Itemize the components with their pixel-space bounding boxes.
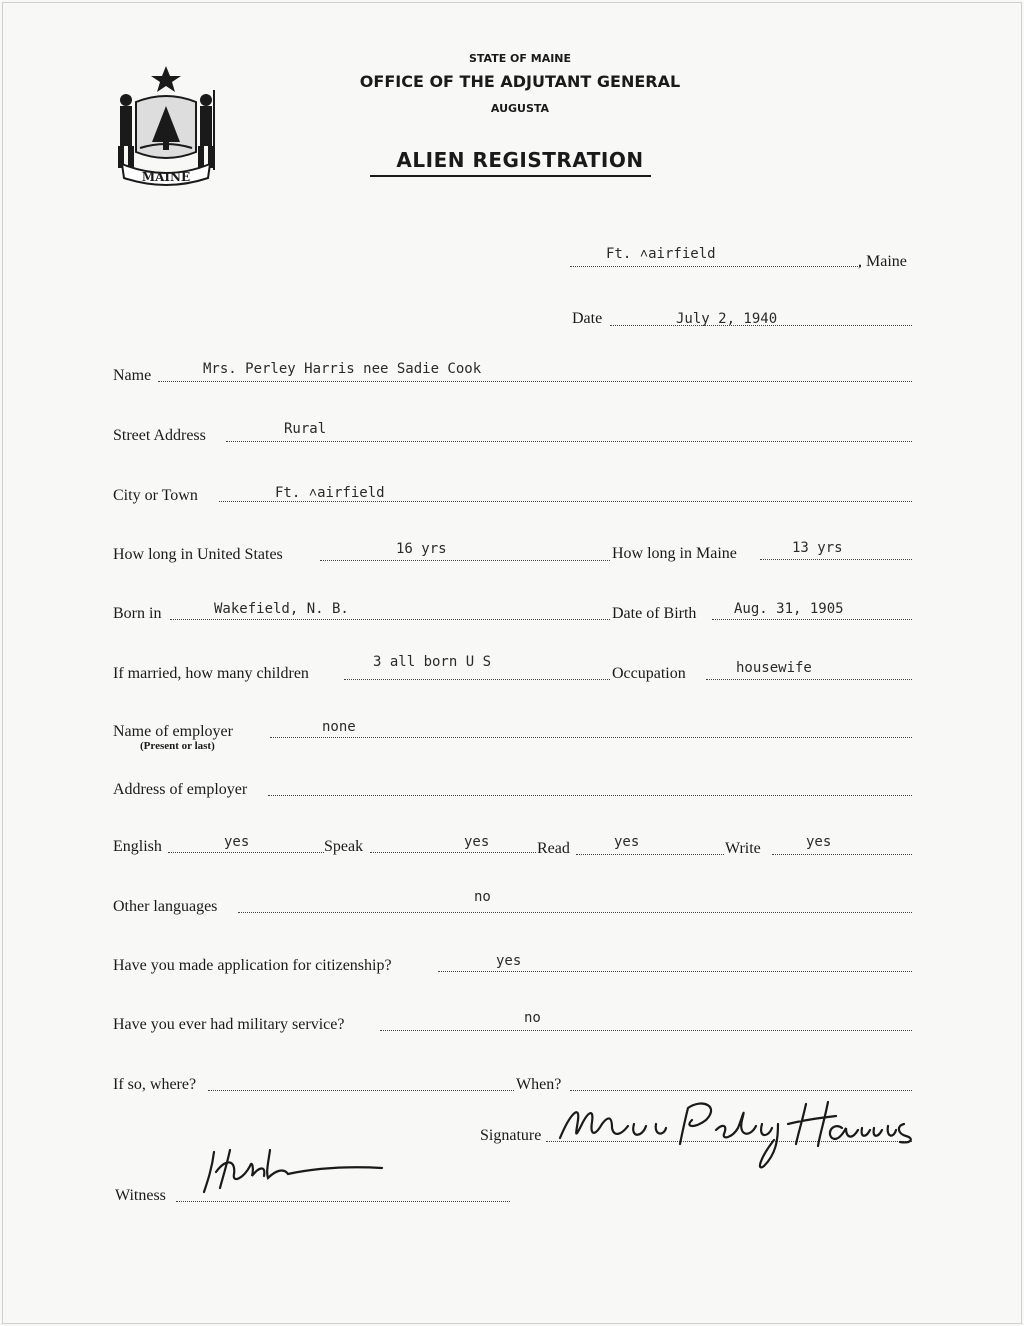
born-value: Wakefield, N. B. — [214, 601, 349, 617]
title-underline — [370, 175, 651, 177]
maine-line — [760, 559, 912, 560]
english-value: yes — [224, 834, 250, 850]
witness-label: Witness — [115, 1187, 166, 1204]
city-value: Ft. ˄airfield — [275, 485, 385, 501]
english-line — [168, 852, 324, 853]
occupation-line — [706, 679, 912, 680]
employer-line — [270, 737, 912, 738]
where-line — [208, 1090, 514, 1091]
us-line — [320, 560, 610, 561]
dob-value: Aug. 31, 1905 — [734, 601, 844, 617]
employer-label: Name of employer — [113, 723, 233, 740]
where-label: If so, where? — [113, 1076, 197, 1093]
write-line — [772, 854, 912, 855]
witness-line — [176, 1201, 510, 1202]
maine-state-seal — [108, 60, 224, 192]
when-label: When? — [516, 1076, 562, 1093]
other-languages-value: no — [474, 889, 491, 905]
speak-label: Speak — [324, 838, 364, 855]
employer-address-label: Address of employer — [113, 781, 248, 798]
born-line — [170, 619, 610, 620]
citizenship-value: yes — [496, 953, 522, 969]
when-line — [570, 1090, 912, 1091]
us-label: How long in United States — [113, 546, 283, 563]
citizenship-line — [438, 971, 912, 972]
us-value: 16 yrs — [396, 541, 447, 557]
children-label: If married, how many children — [113, 665, 309, 682]
speak-value: yes — [464, 834, 490, 850]
city-label: City or Town — [113, 487, 198, 504]
handwritten-signature — [556, 1094, 940, 1174]
write-label: Write — [725, 840, 761, 857]
military-line — [380, 1030, 912, 1031]
occupation-value: housewife — [736, 660, 812, 676]
header-state: STATE OF MAINE — [468, 52, 572, 65]
occupation-label: Occupation — [612, 665, 686, 682]
read-line — [576, 854, 724, 855]
date-value: July 2, 1940 — [676, 311, 778, 327]
other-languages-line — [238, 912, 912, 913]
street-line — [226, 441, 912, 442]
dob-label: Date of Birth — [612, 605, 697, 622]
children-line — [344, 679, 610, 680]
name-label: Name — [113, 367, 152, 384]
name-value: Mrs. Perley Harris nee Sadie Cook — [203, 361, 482, 377]
signature-label: Signature — [480, 1127, 542, 1144]
born-label: Born in — [113, 605, 162, 622]
place-suffix: , Maine — [858, 253, 907, 270]
header-city: AUGUSTA — [490, 102, 550, 115]
place-line — [570, 266, 860, 267]
military-label: Have you ever had military service? — [113, 1016, 345, 1033]
speak-line — [370, 852, 536, 853]
form-title: ALIEN REGISTRATION — [396, 148, 644, 172]
witness-signature — [196, 1138, 396, 1198]
write-value: yes — [806, 834, 832, 850]
employer-address-line — [268, 795, 912, 796]
seal-banner-text: MAINE — [141, 170, 191, 184]
employer-value: none — [322, 719, 356, 735]
employer-sublabel: (Present or last) — [140, 740, 215, 752]
read-value: yes — [614, 834, 640, 850]
place-value: Ft. ˄airfield — [606, 246, 716, 262]
citizenship-label: Have you made application for citizenship? — [113, 957, 392, 974]
name-line — [158, 381, 912, 382]
children-value: 3 all born U S — [373, 654, 492, 670]
header-office: OFFICE OF THE ADJUTANT GENERAL — [359, 72, 681, 91]
military-value: no — [524, 1010, 541, 1026]
read-label: Read — [537, 840, 570, 857]
other-languages-label: Other languages — [113, 898, 218, 915]
english-label: English — [113, 838, 162, 855]
street-value: Rural — [284, 421, 327, 437]
maine-label: How long in Maine — [612, 545, 737, 562]
date-label: Date — [572, 310, 603, 327]
dob-line — [712, 619, 912, 620]
maine-value: 13 yrs — [792, 540, 843, 556]
street-label: Street Address — [113, 427, 206, 444]
